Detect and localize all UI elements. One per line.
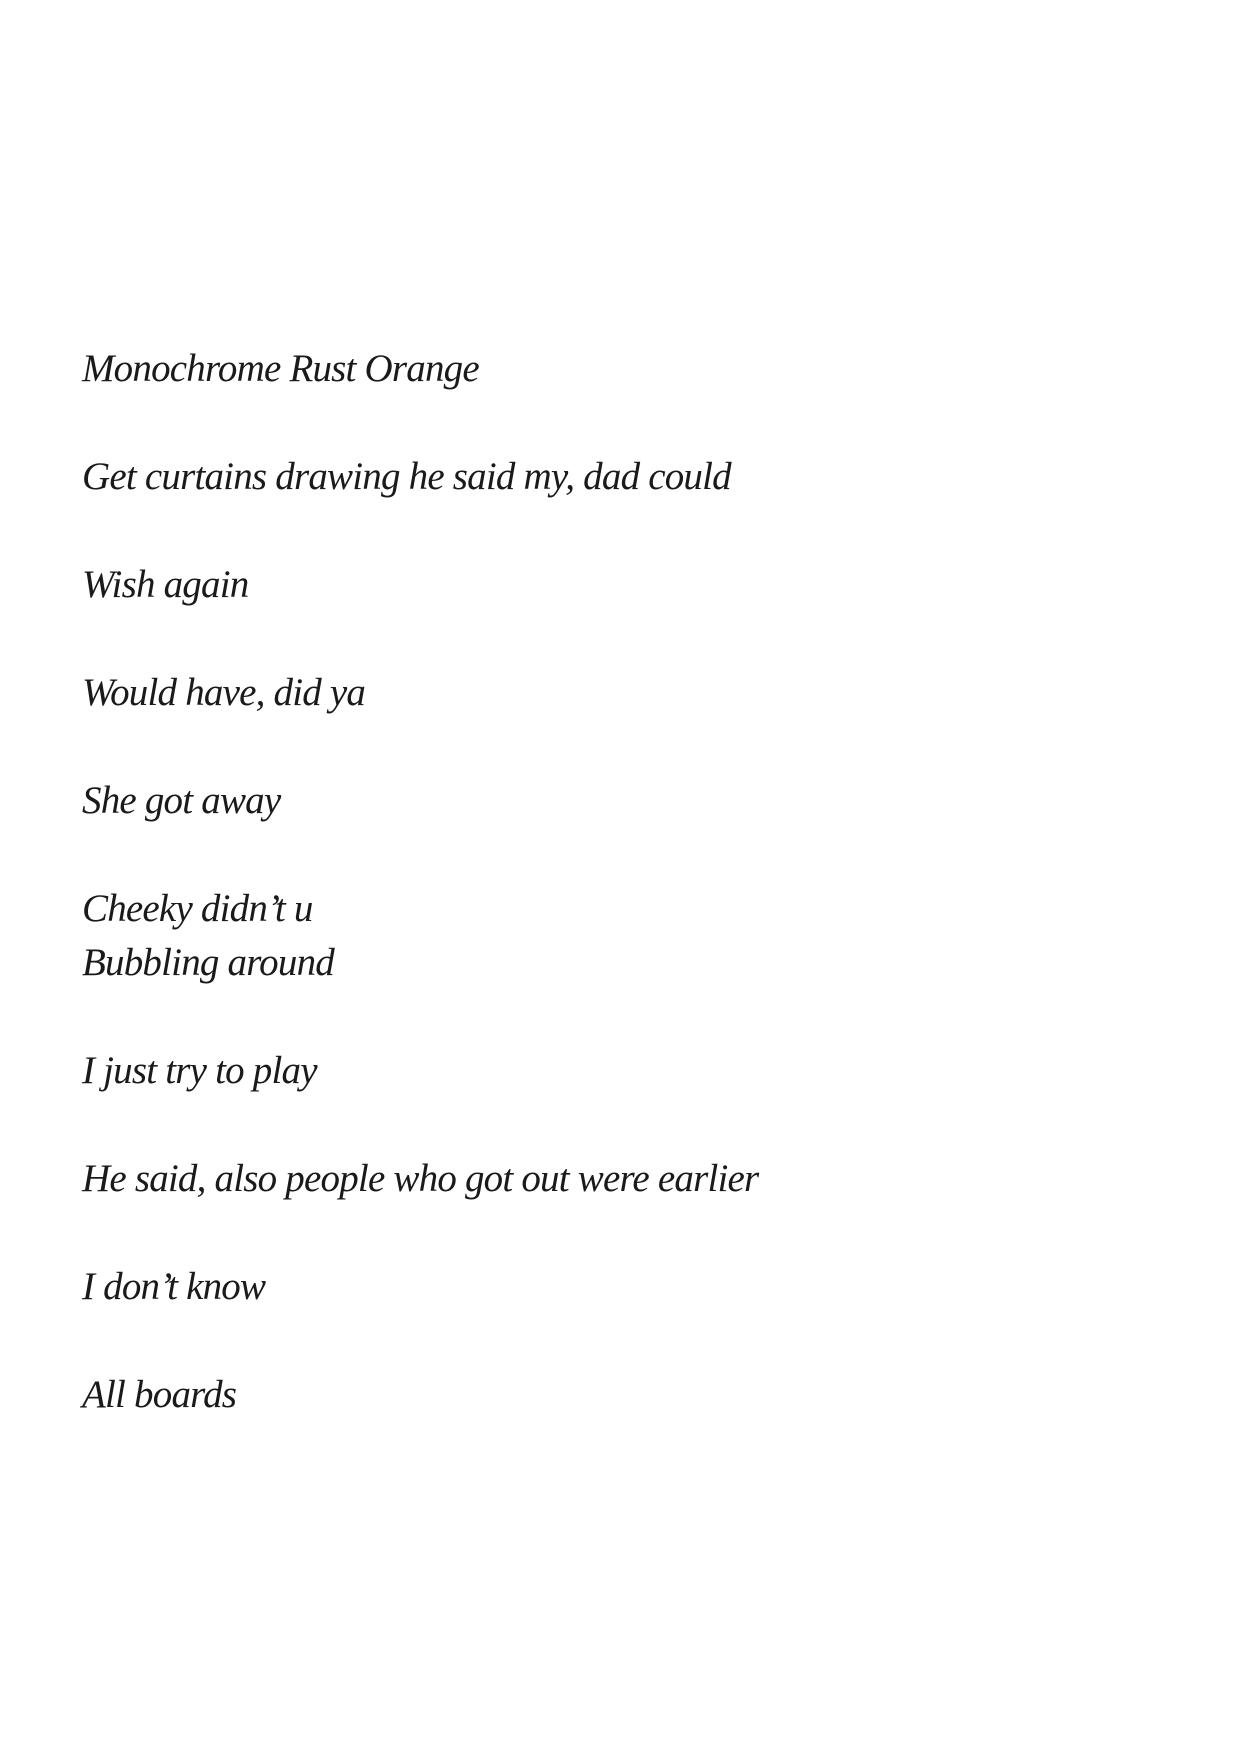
poem-line: I just try to play: [82, 1049, 317, 1092]
stanza-gap: [82, 720, 1162, 774]
stanza-gap: [82, 1314, 1162, 1368]
stanza-gap: [82, 1098, 1162, 1152]
poem-line: Cheeky didn’t u: [82, 887, 313, 930]
poem: [82, 342, 1162, 1422]
stanza-gap: [82, 1206, 1162, 1260]
stanza-gap: [82, 828, 1162, 882]
stanza-gap: [82, 612, 1162, 666]
stanza-gap: [82, 990, 1162, 1044]
poem-line: Get curtains drawing he said my, dad could: [82, 455, 731, 498]
poem-line: She got away: [82, 779, 281, 822]
poem-line: I don’t know: [82, 1265, 266, 1308]
poem-title: Monochrome Rust Orange: [82, 347, 479, 390]
poem-line: Bubbling around: [82, 941, 334, 984]
poem-line: Would have, did ya: [82, 671, 366, 714]
poem-line: All boards: [82, 1373, 237, 1416]
poem-line: He said, also people who got out were earlier: [82, 1157, 759, 1200]
stanza-gap: [82, 504, 1162, 558]
stanza-gap: [82, 396, 1162, 450]
poem-line: Wish again: [82, 563, 249, 606]
